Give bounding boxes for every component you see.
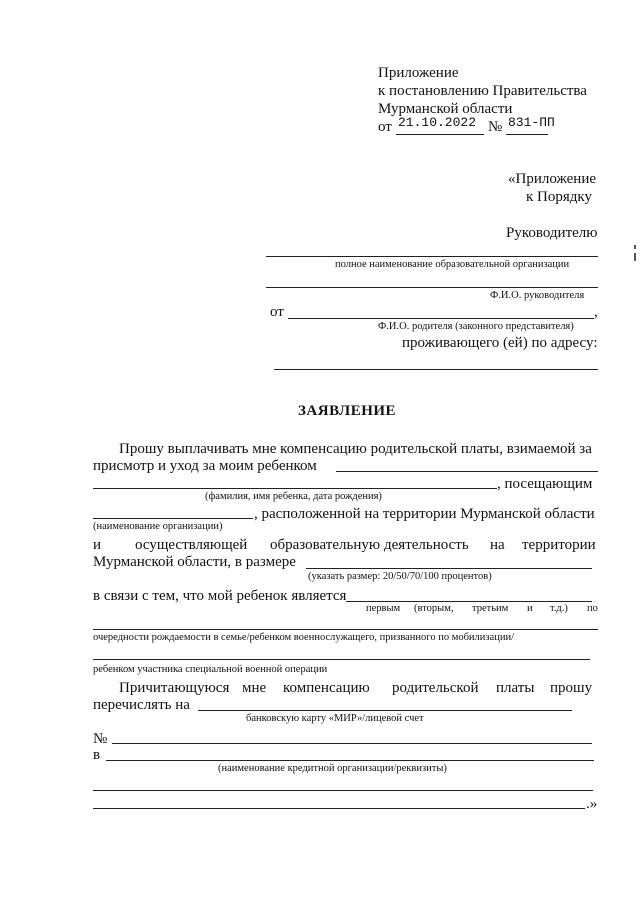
word-territory: территории [522,537,596,553]
order-second: (вторым, [414,603,454,614]
header-number: 831-ПП [508,115,555,130]
account-number-line [112,743,592,744]
child-line-b [93,488,497,489]
pay-word-2: мне [242,680,267,696]
order-first: первым [366,603,401,614]
from-label: от [270,304,284,320]
address-label: проживающего (ей) по адресу: [402,335,598,351]
head-name-line [266,287,598,288]
order-caption: очередности рождаемости в семье/ребенком военнослужащего, призванного по мобилизации/ [93,632,514,643]
transfer-label: перечислять на [93,697,190,713]
header-date: 21.10.2022 [398,115,477,130]
pay-word-1: Причитающуюся [119,680,230,696]
number-underline [506,134,548,135]
word-and: и [93,537,102,553]
card-line [198,710,572,711]
request-line-1: Прошу выплачивать мне компенсацию родительской платы, взимаемой за [119,441,592,457]
parent-name-comma: , [594,304,598,320]
header-line-appendix: Приложение [378,65,459,81]
closing-mark: .» [586,796,598,812]
address-line [274,369,598,370]
amount-line [306,568,592,569]
attending-text: , посещающим [497,476,593,492]
appendix-line-2: к Порядку [526,189,592,205]
details-line-1 [93,790,593,791]
header-line-resolution: к постановлению Правительства [378,83,587,99]
order-detail-line [93,629,598,630]
details-line-2 [93,808,585,809]
child-caption: (фамилия, имя ребенка, дата рождения) [205,491,382,502]
scan-mark [634,245,636,249]
appendix-line-1: «Приложение [508,171,597,187]
pay-word-5: платы [496,680,535,696]
word-on: на [490,537,505,553]
head-name-caption: Ф.И.О. руководителя [490,290,585,301]
account-number-sign: № [93,731,108,747]
pay-word-6: прошу [550,680,593,696]
bank-caption: (наименование кредитной организации/реквизиты) [218,763,447,774]
pay-word-3: компенсацию [283,680,370,696]
date-underline [396,134,484,135]
word-educational: образовательную [270,537,381,553]
child-line-a [336,471,598,472]
amount-label: Мурманской области, в размере [93,554,296,570]
order-by: по [587,603,598,614]
scan-mark [634,253,636,261]
participant-line [93,659,590,660]
header-line-region: Мурманской области [378,101,513,117]
participant-caption: ребенком участника специальной военной операции [93,664,328,675]
org-name-caption: полное наименование образовательной организации [335,259,570,270]
request-line-2: присмотр и уход за моим ребенком [93,458,317,474]
parent-name-caption: Ф.И.О. родителя (законного представителя) [378,321,574,332]
word-carrying: осуществляющей [135,537,248,553]
parent-name-line [288,318,594,319]
located-text: , расположенной на территории Мурманской области [254,506,595,522]
order-and: и [527,603,533,614]
document-title: ЗАЯВЛЕНИЕ [298,403,397,419]
order-third: третьим [472,603,509,614]
org-caption: (наименование организации) [93,521,223,532]
order-etc: т.д.) [550,603,568,614]
bank-line [106,760,594,761]
org-name-line [266,256,598,257]
bank-prefix: в [93,747,101,763]
because-text: в связи с тем, что мой ребенок является [93,588,347,604]
card-caption: банковскую карту «МИР»/лицевой счет [246,713,424,724]
header-number-sign: № [488,119,503,135]
addressee-to: Руководителю [506,225,598,241]
header-from-label: от [378,119,392,135]
pay-word-4: родительской [392,680,479,696]
order-line [346,601,592,602]
org-line [93,518,253,519]
word-activity: деятельность [384,537,469,553]
amount-caption: (указать размер: 20/50/70/100 процентов) [308,571,492,582]
